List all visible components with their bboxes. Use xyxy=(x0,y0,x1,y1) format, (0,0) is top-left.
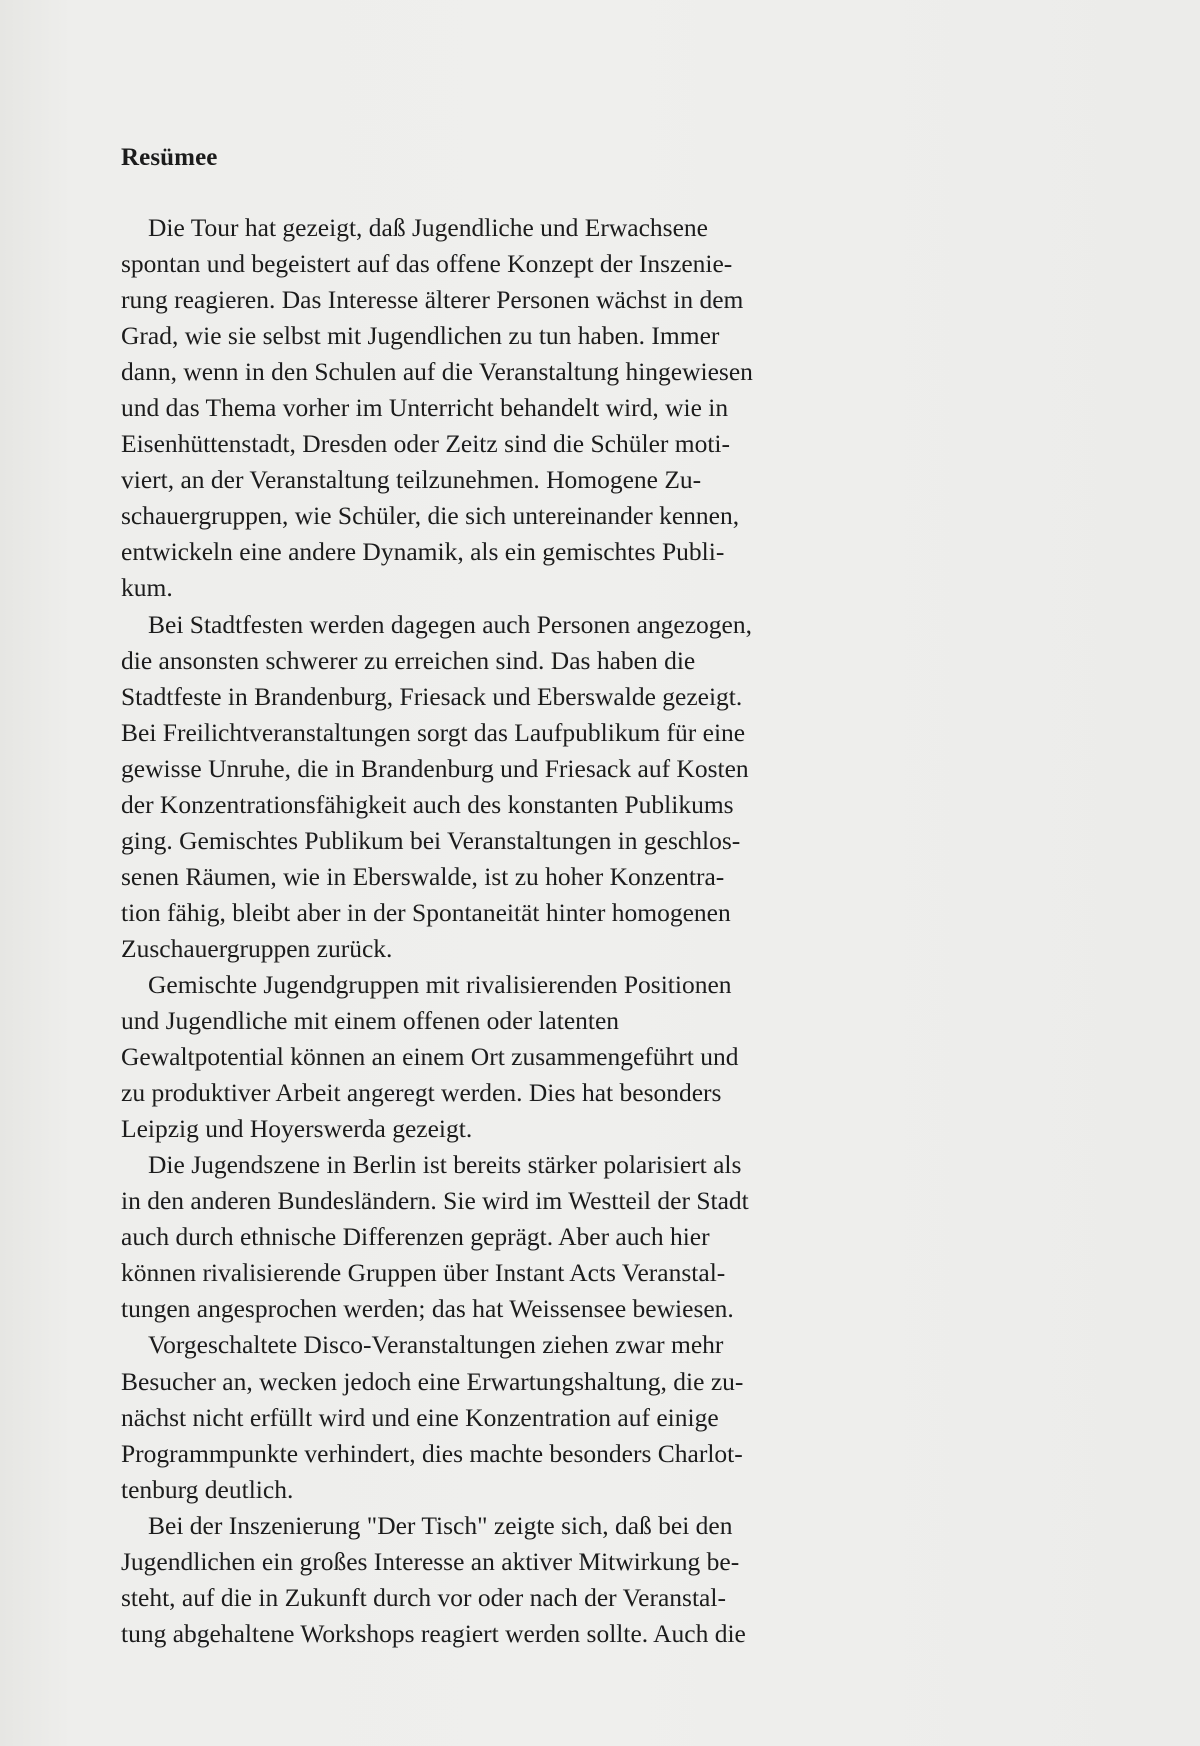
text-line: Gemischte Jugendgruppen mit rivalisierenden Positionen xyxy=(148,969,732,999)
body-text xyxy=(121,210,881,1652)
text-line: Gewaltpotential können an einem Ort zusammengeführt und xyxy=(121,1042,739,1072)
text-line: auch durch ethnische Differenzen geprägt. Aber auch hier xyxy=(121,1222,710,1252)
text-line: und Jugendliche mit einem offenen oder latenten xyxy=(121,1006,620,1036)
text-line: schauergruppen, wie Schüler, die sich untereinander kennen, xyxy=(121,501,740,531)
text-line: die ansonsten schwerer zu erreichen sind. Das haben die xyxy=(121,645,696,675)
text-line: und das Thema vorher im Unterricht behandelt wird, wie in xyxy=(121,393,729,423)
section-heading: Resümee xyxy=(121,144,218,171)
text-line: spontan und begeistert auf das offene Konzept der Inszenie- xyxy=(121,249,733,279)
text-line: können rivalisierende Gruppen über Instant Acts Veranstal- xyxy=(121,1258,726,1288)
text-line: Eisenhüttenstadt, Dresden oder Zeitz sind die Schüler moti- xyxy=(121,429,731,459)
text-line: Leipzig und Hoyerswerda gezeigt. xyxy=(121,1114,473,1144)
text-line: entwickeln eine andere Dynamik, als ein gemischtes Publi- xyxy=(121,537,725,567)
text-line: rung reagieren. Das Interesse älterer Personen wächst in dem xyxy=(121,285,744,315)
text-line: zu produktiver Arbeit angeregt werden. Dies hat besonders xyxy=(121,1078,722,1108)
text-line: Stadtfeste in Brandenburg, Friesack und Eberswalde gezeigt. xyxy=(121,681,743,711)
text-line: Jugendlichen ein großes Interesse an aktiver Mitwirkung be- xyxy=(121,1546,740,1576)
text-line: Bei Stadtfesten werden dagegen auch Personen angezogen, xyxy=(148,609,752,639)
text-line: nächst nicht erfüllt wird und eine Konzentration auf einige xyxy=(121,1402,719,1432)
text-line: Die Tour hat gezeigt, daß Jugendliche und Erwachsene xyxy=(148,213,708,242)
text-line: Bei der Inszenierung "Der Tisch" zeigte sich, daß bei den xyxy=(148,1510,733,1540)
text-line: der Konzentrationsfähigkeit auch des konstanten Publikums xyxy=(121,789,734,819)
text-line: tion fähig, bleibt aber in der Spontaneität hinter homogenen xyxy=(121,897,731,927)
text-line: senen Räumen, wie in Eberswalde, ist zu hoher Konzentra- xyxy=(121,861,725,891)
text-line: ging. Gemischtes Publikum bei Veranstaltungen in geschlos- xyxy=(121,825,741,855)
text-line: Vorgeschaltete Disco-Veranstaltungen ziehen zwar mehr xyxy=(148,1330,724,1360)
text-line: kum. xyxy=(121,573,173,603)
text-line: dann, wenn in den Schulen auf die Veranstaltung hingewiesen xyxy=(121,357,753,387)
text-line: tung abgehaltene Workshops reagiert werden sollte. Auch die xyxy=(121,1618,746,1648)
text-line: Die Jugendszene in Berlin ist bereits stärker polarisiert als xyxy=(148,1150,742,1180)
text-line: tenburg deutlich. xyxy=(121,1474,294,1504)
text-line: viert, an der Veranstaltung teilzunehmen. Homogene Zu- xyxy=(121,465,702,495)
text-line: Programmpunkte verhindert, dies machte besonders Charlot- xyxy=(121,1438,743,1468)
text-line: gewisse Unruhe, die in Brandenburg und Friesack auf Kosten xyxy=(121,753,749,783)
text-line: steht, auf die in Zukunft durch vor oder nach der Veranstal- xyxy=(121,1582,726,1612)
text-line: in den anderen Bundesländern. Sie wird im Westteil der Stadt xyxy=(121,1186,749,1216)
text-line: Bei Freilichtveranstaltungen sorgt das Laufpublikum für eine xyxy=(121,717,746,747)
text-line: Besucher an, wecken jedoch eine Erwartungshaltung, die zu- xyxy=(121,1366,744,1396)
text-line: Zuschauergruppen zurück. xyxy=(121,933,393,963)
text-line: tungen angesprochen werden; das hat Weissensee bewiesen. xyxy=(121,1294,734,1324)
text-line: Grad, wie sie selbst mit Jugendlichen zu tun haben. Immer xyxy=(121,321,720,351)
